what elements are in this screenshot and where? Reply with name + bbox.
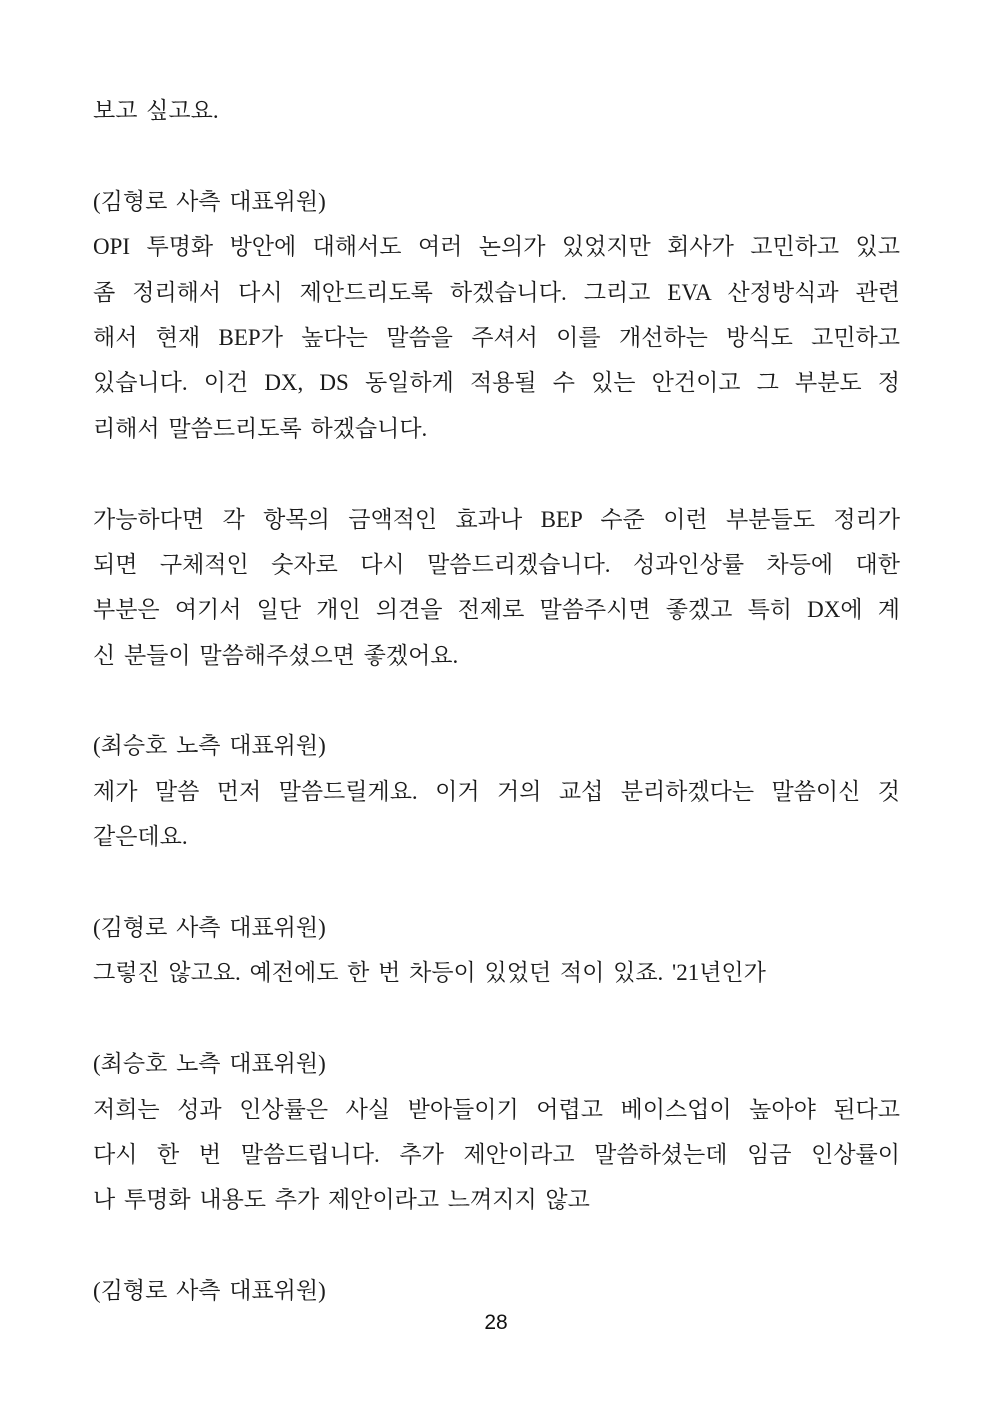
text-line: 저희는 성과 인상률은 사실 받아들이기 어렵고 베이스업이 높아야 된다고 xyxy=(93,1096,900,1122)
text-line: 제가 말씀 먼저 말씀드릴게요. 이거 거의 교섭 분리하겠다는 말씀이신 것 xyxy=(93,778,900,804)
text-line: 다시 한 번 말씀드립니다. 추가 제안이라고 말씀하셨는데 임금 인상률이 xyxy=(93,1141,900,1167)
paragraph-spacer xyxy=(93,451,900,496)
text-line: 나 투명화 내용도 추가 제안이라고 느껴지지 않고 xyxy=(93,1187,590,1213)
text-line: 가능하다면 각 항목의 금액적인 효과나 BEP 수준 이런 부분들도 정리가 xyxy=(93,506,900,532)
text-line: 리해서 말씀드리도록 하겠습니다. xyxy=(93,415,428,441)
text-line: OPI 투명화 방안에 대해서도 여러 논의가 있었지만 회사가 고민하고 있고 xyxy=(93,234,900,260)
speaker-label: (최승호 노측 대표위원) xyxy=(93,1051,326,1077)
text-line: 좀 정리해서 다시 제안드리도록 하겠습니다. 그리고 EVA 산정방식과 관련 xyxy=(93,279,900,305)
text-line: 신 분들이 말씀해주셨으면 좋겠어요. xyxy=(93,642,459,668)
speaker-label: (김형로 사측 대표위원) xyxy=(93,1278,326,1304)
paragraph-spacer xyxy=(93,678,900,723)
text-line: 그렇진 않고요. 예전에도 한 번 차등이 있었던 적이 있죠. '21년인가 xyxy=(93,960,766,986)
speaker-label: (김형로 사측 대표위원) xyxy=(93,188,326,214)
page-number: 28 xyxy=(484,1311,508,1334)
text-line: 보고 싶고요. xyxy=(93,98,219,123)
paragraph-spacer xyxy=(93,860,900,905)
paragraph-spacer xyxy=(93,133,900,178)
text-line: 있습니다. 이건 DX, DS 동일하게 적용될 수 있는 안건이고 그 부분도 정 xyxy=(93,370,900,396)
paragraph-spacer xyxy=(93,1223,900,1268)
text-line: 해서 현재 BEP가 높다는 말씀을 주셔서 이를 개선하는 방식도 고민하고 xyxy=(93,324,900,350)
text-line: 같은데요. xyxy=(93,824,188,850)
text-line: 되면 구체적인 숫자로 다시 말씀드리겠습니다. 성과인상률 차등에 대한 xyxy=(93,551,900,577)
paragraph-spacer xyxy=(93,996,900,1041)
text-line: 부분은 여기서 일단 개인 의견을 전제로 말씀주시면 좋겠고 특히 DX에 계 xyxy=(93,597,900,623)
speaker-label: (최승호 노측 대표위원) xyxy=(93,733,326,759)
text-block xyxy=(93,88,900,1314)
speaker-label: (김형로 사측 대표위원) xyxy=(93,915,326,941)
